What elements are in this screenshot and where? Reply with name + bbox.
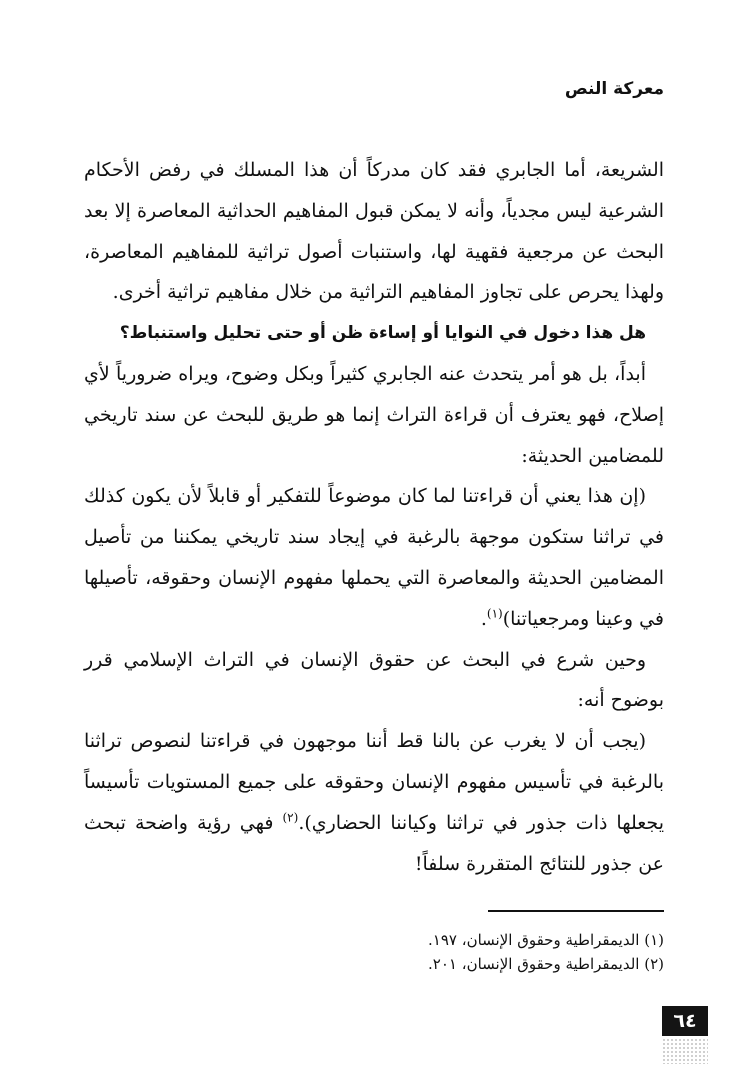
footnote-mark-1: (١): [486, 606, 503, 621]
footnote-mark-2: (٢): [282, 810, 299, 825]
footnote-2: (٢) الديمقراطية وحقوق الإنسان، ٢٠١.: [428, 955, 664, 973]
paragraph-answer: أبداً، بل هو أمر يتحدث عنه الجابري كثيراً وبكل وضوح، ويراه ضرورياً لأي إصلاح، فهو يعترف أن قراءة التراث إنما هو طريق للبحث عن سند تاريخي للمضامين الحديثة:: [84, 362, 664, 467]
footnote-divider: [488, 910, 664, 912]
footnote-1: (١) الديمقراطية وحقوق الإنسان، ١٩٧.: [428, 931, 664, 949]
question-heading: هل هذا دخول في النوايا أو إساءة ظن أو حتى تحليل واستنباط؟: [119, 323, 646, 344]
paragraph-shariah: الشريعة، أما الجابري فقد كان مدركاً أن هذا المسلك في رفض الأحكام الشرعية ليس مجدياً، وأنه لا يمكن قبول المفاهيم الحداثية المعاصرة إلا بعد البحث عن مرجعية فقهية لها، واستنبات أصول تراثية للمفاهيم المعاصرة، ولهذا يحرص على تجاوز المفاهيم التراثية من خلال مفاهيم تراثية أخرى.: [84, 159, 664, 304]
quote-1-text: (إن هذا يعني أن قراءتنا لما كان موضوعاً للتفكير أو قابلاً لأن يكون كذلك في تراثنا ستكون موجهة بالرغبة في إيجاد سند تاريخي يمكننا من تأصيل المضامين الحديثة والمعاصرة التي يحملها مفهوم الإنسان وحقوقه، تأصيلها في وعينا ومرجعياتنا): [84, 485, 664, 630]
running-header-title: معركة النص: [564, 79, 664, 99]
quote-2-text: (يجب أن لا يغرب عن بالنا قط أننا موجهون في قراءتنا لنصوص تراثنا بالرغبة في تأسيس مفهوم الإنسان وحقوقه على جميع المستويات تأسيساً يجعلها ذات جذور في تراثنا وكياننا الحضاري).: [84, 730, 664, 834]
conclusion-text: فهي رؤية واضحة تبحث عن جذور للنتائج المتقررة سلفاً!: [84, 811, 664, 875]
scan-speckle: [662, 1038, 708, 1064]
quote-1-period: .: [480, 607, 487, 630]
paragraph-human-rights: وحين شرع في البحث عن حقوق الإنسان في التراث الإسلامي قرر بوضوح أنه:: [84, 648, 664, 712]
quote-1: [84, 476, 664, 639]
page-body: [84, 150, 664, 884]
page-number: ٦٤: [662, 1006, 708, 1036]
quote-2: [84, 721, 664, 884]
footnotes: [84, 928, 664, 976]
